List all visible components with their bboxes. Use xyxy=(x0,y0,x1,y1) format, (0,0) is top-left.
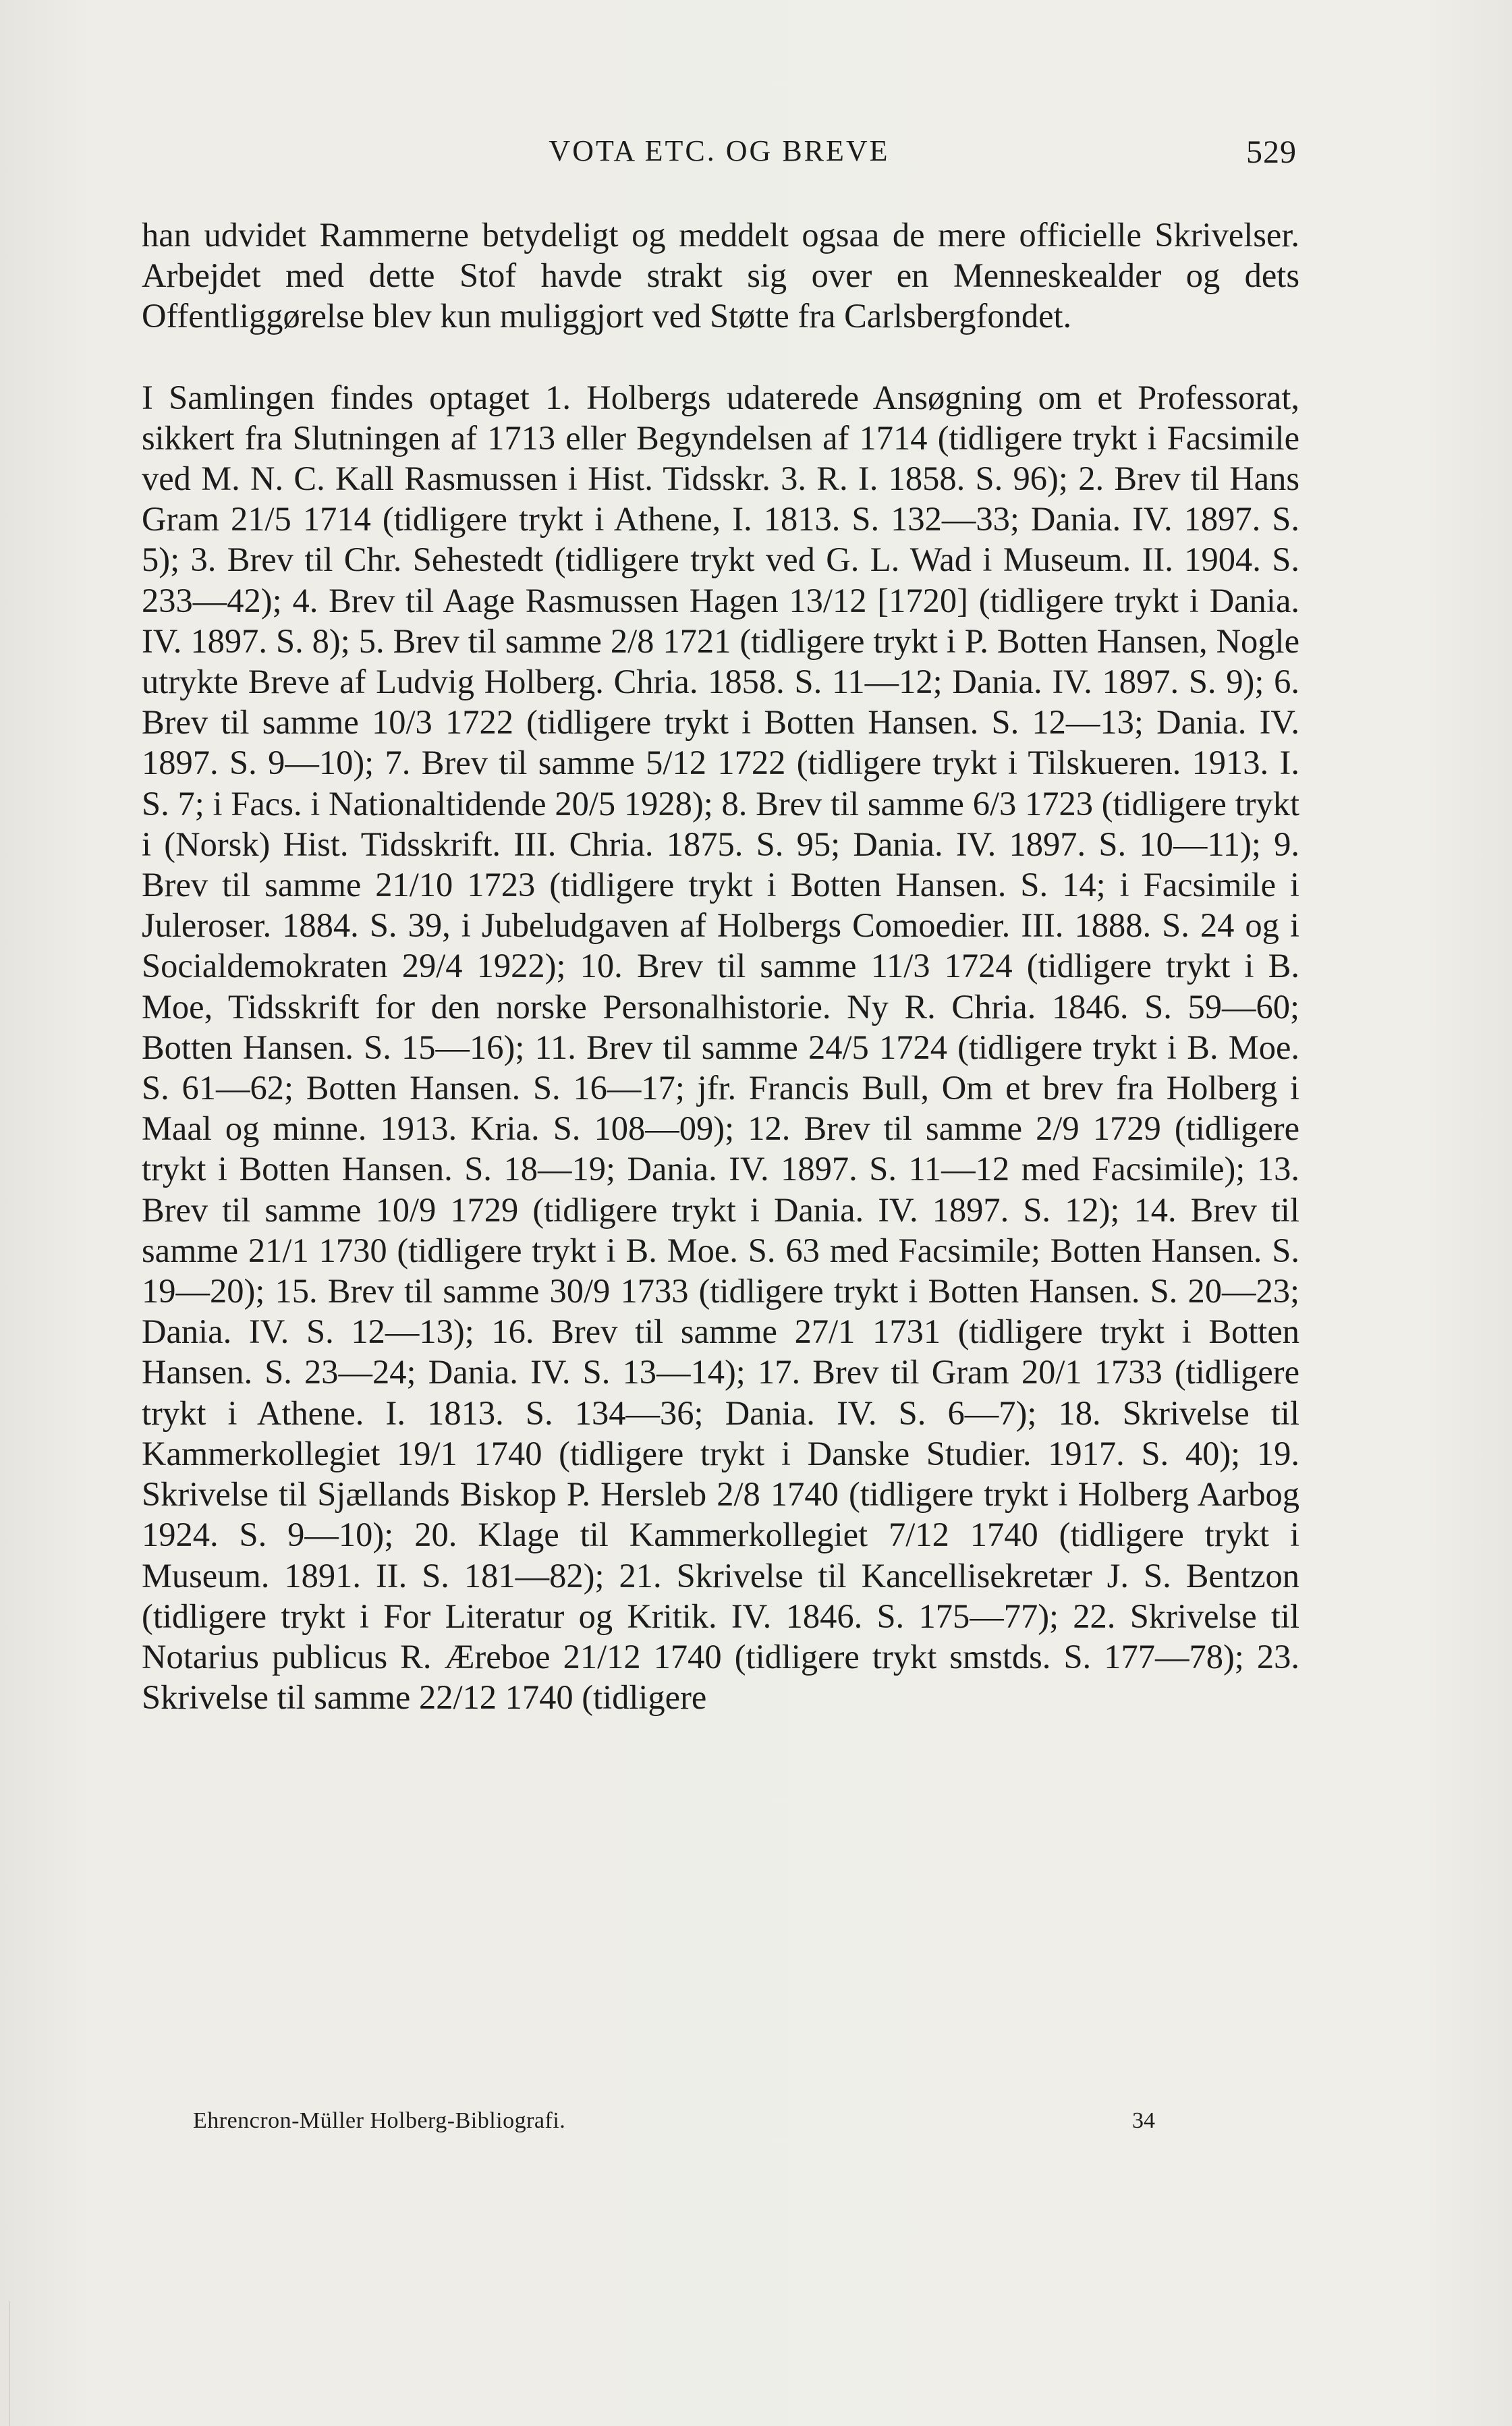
bibliography-reference: Ehrencron-Müller Holberg-Bibliografi. xyxy=(193,2108,566,2133)
page-number: 529 xyxy=(1246,134,1297,170)
page-footer xyxy=(193,2108,1165,2142)
signature-mark: 34 xyxy=(1132,2108,1155,2133)
body-text xyxy=(142,215,1299,1717)
running-title: VOTA ETC. OG BREVE xyxy=(549,134,890,167)
margin-edge xyxy=(0,2301,10,2426)
paragraph-2: I Samlingen findes optaget 1. Holbergs udaterede Ansøgning om et Professorat, sikkert fra Slutningen af 1713 eller Begyndelsen af 1714 (tidligere trykt i Facsimile ved M. N. C. Kall Rasmussen i Hist. Tidsskr. 3. R. I. 1858. S. 96); 2. Brev til Hans Gram 21/5 1714 (tidligere trykt i Athene, I. 1813. S. 132—33; Dania. IV. 1897. S. 5); 3. Brev til Chr. Sehestedt (tidligere trykt ved G. L. Wad i Museum. II. 1904. S. 233—42); 4. Brev til Aage Rasmussen Hagen 13/12 [1720] (tidligere trykt i Dania. IV. 1897. S. 8); 5. Brev til samme 2/8 1721 (tidligere trykt i P. Botten Hansen, Nogle utrykte Breve af Ludvig Holberg. Chria. 1858. S. 11—12; Dania. IV. 1897. S. 9); 6. Brev til samme 10/3 1722 (tidligere trykt i Botten Hansen. S. 12—13; Dania. IV. 1897. S. 9—10); 7. Brev til samme 5/12 1722 (tidligere trykt i Tilskueren. 1913. I. S. 7; i Facs. i Nationaltidende 20/5 1928); 8. Brev til samme 6/3 1723 (tidligere trykt i (Norsk) Hist. Tidsskrift. III. Chria. 1875. S. 95; Dania. IV. 1897. S. 10—11); 9. Brev til samme 21/10 1723 (tidligere trykt i Botten Hansen. S. 14; i Facsimile i Juleroser. 1884. S. 39, i Jubeludgaven af Holbergs Comoedier. III. 1888. S. 24 og i Socialdemokraten 29/4 1922); 10. Brev til samme 11/3 1724 (tidligere trykt i B. Moe, Tidsskrift for den norske Personalhistorie. Ny R. Chria. 1846. S. 59—60; Botten Hansen. S. 15—16); 11. Brev til samme 24/5 1724 (tidligere trykt i B. Moe. S. 61—62; Botten Hansen. S. 16—17; jfr. Francis Bull, Om et brev fra Holberg i Maal og minne. 1913. Kria. S. 108—09); 12. Brev til samme 2/9 1729 (tidligere trykt i Botten Hansen. S. 18—19; Dania. IV. 1897. S. 11—12 med Facsimile); 13. Brev til samme 10/9 1729 (tidligere trykt i Dania. IV. 1897. S. 12); 14. Brev til samme 21/1 1730 (tidligere trykt i B. Moe. S. 63 med Facsimile; Botten Hansen. S. 19—20); 15. Brev til samme 30/9 1733 (tidligere trykt i Botten Hansen. S. 20—23; Dania. IV. S. 12—13); 16. Brev til samme 27/1 1731 (tidligere trykt i Botten Hansen. S. 23—24; Dania. IV. S. 13—14); 17. Brev til Gram 20/1 1733 (tidligere trykt i Athene. I. 1813. S. 134—36; Dania. IV. S. 6—7); 18. Skrivelse til Kammerkollegiet 19/1 1740 (tidligere trykt i Danske Studier. 1917. S. 40); 19. Skrivelse til Sjællands Biskop P. Hersleb 2/8 1740 (tidligere trykt i Holberg Aarbog 1924. S. 9—10); 20. Klage til Kammerkollegiet 7/12 1740 (tidligere trykt i Museum. 1891. II. S. 181—82); 21. Skrivelse til Kancellisekretær J. S. Bentzon (tidligere trykt i For Literatur og Kritik. IV. 1846. S. 175—77); 22. Skrivelse til Notarius publicus R. Æreboe 21/12 1740 (tidligere trykt smstds. S. 177—78); 23. Skrivelse til samme 22/12 1740 (tidligere xyxy=(142,378,1299,1717)
running-head xyxy=(142,134,1297,174)
paragraph-1: han udvidet Rammerne betydeligt og meddelt ogsaa de mere officielle Skrivelser. Arbejdet med dette Stof havde strakt sig over en Menneskealder og dets Offentliggørelse blev kun muliggjort ved Støtte fra Carlsbergfondet. xyxy=(142,216,1299,335)
